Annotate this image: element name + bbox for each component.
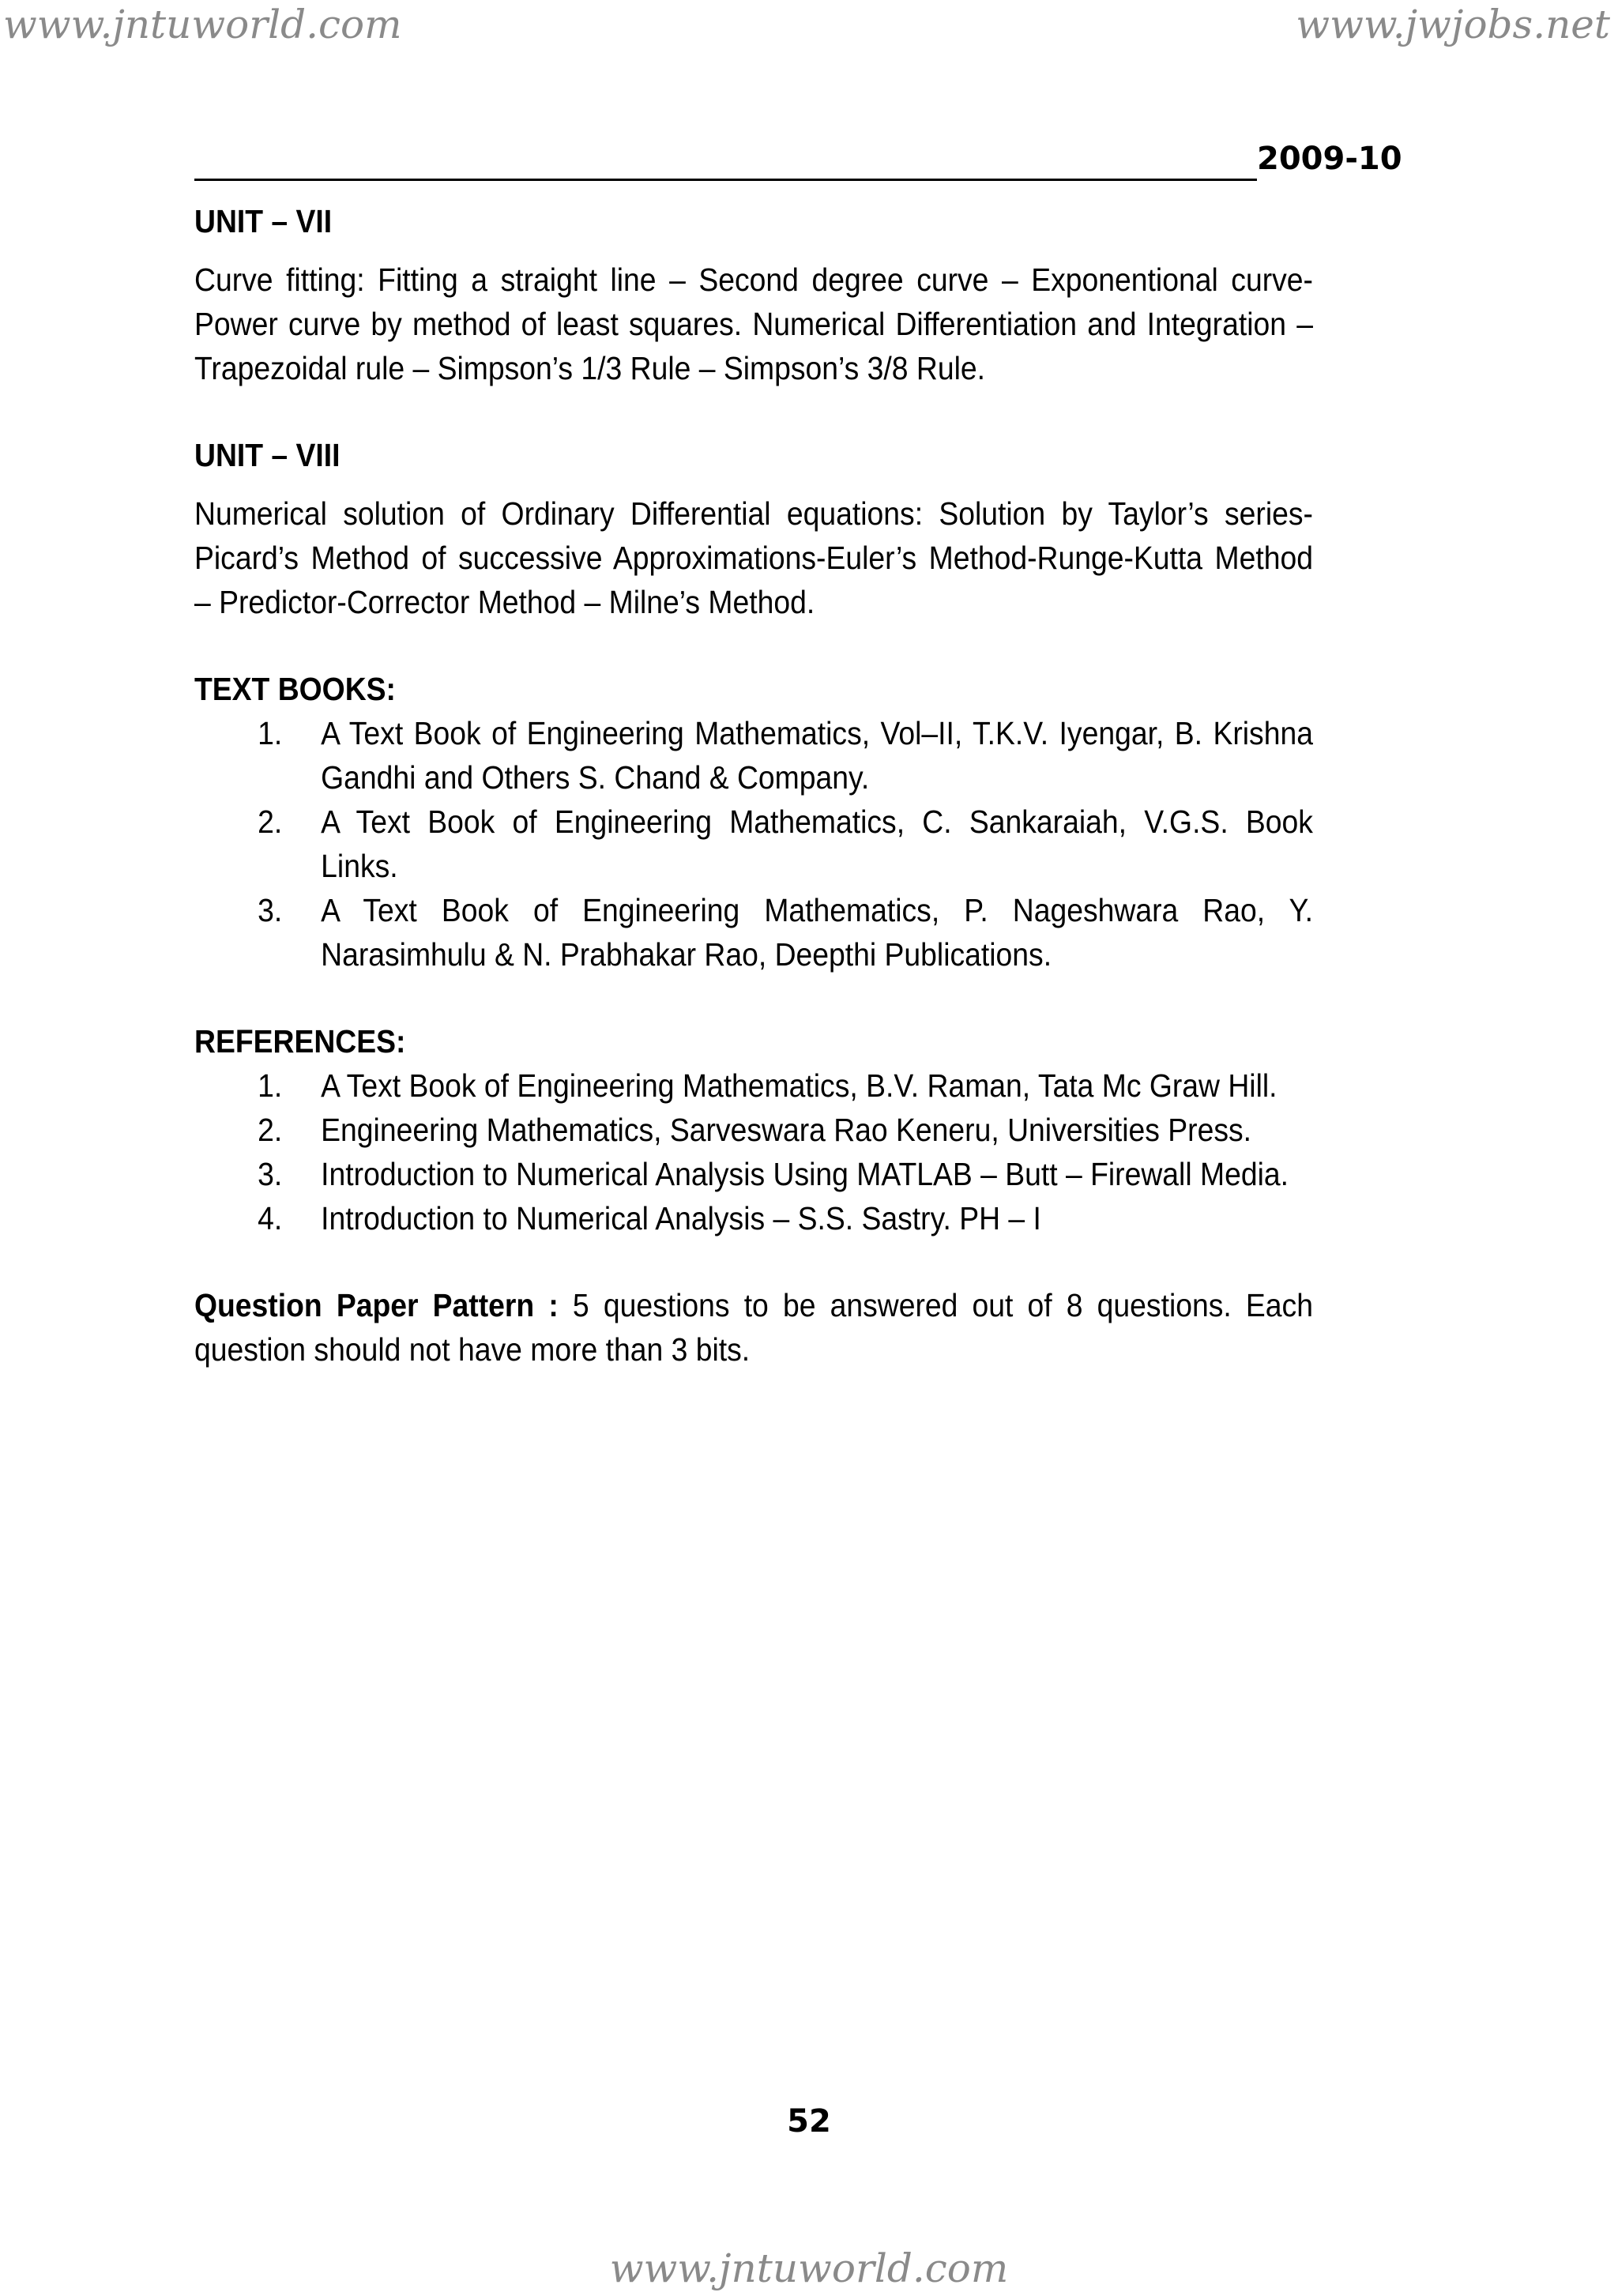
list-item-text: Introduction to Numerical Analysis – S.S. Sastry. PH – I (321, 1200, 1041, 1236)
list-item-text: Introduction to Numerical Analysis Using MATLAB – Butt – Firewall Media. (321, 1156, 1289, 1192)
text-books-list (194, 711, 1313, 977)
list-item-text: A Text Book of Engineering Mathematics, C. Sankaraiah, V.G.S. Book Links. (321, 804, 1313, 884)
list-item (194, 1063, 1313, 1108)
list-item-number: 4. (258, 1200, 283, 1236)
unit-7-body: Curve fitting: Fitting a straight line – Second degree curve – Exponentional curve-Power curve by method of least squares. Numerical Differentiation and Integration – Trapezoidal rule – Simpson’s 1/3 Rule – Simpson’s 3/8 Rule. (194, 262, 1313, 386)
list-item-text: Engineering Mathematics, Sarveswara Rao Keneru, Universities Press. (321, 1112, 1252, 1148)
question-paper-label: Question Paper Pattern : (194, 1287, 559, 1323)
watermark-bottom: www.jntuworld.com (609, 2245, 1009, 2291)
list-item-number: 2. (258, 804, 283, 840)
question-paper-pattern (194, 1283, 1313, 1372)
list-item (194, 1108, 1313, 1152)
list-item-text: A Text Book of Engineering Mathematics, B.V. Raman, Tata Mc Graw Hill. (321, 1067, 1277, 1104)
question-paper-text: 5 questions to be answered out of 8 questions. Each question should not have more than 3 bits. (194, 1287, 1313, 1368)
page-content (194, 199, 1313, 1372)
list-item (194, 711, 1313, 800)
watermark-top-right: www.jwjobs.net (1296, 2, 1610, 47)
list-item-number: 1. (258, 715, 283, 751)
page-number: 52 (787, 2103, 831, 2140)
unit-8-body: Numerical solution of Ordinary Differential equations: Solution by Taylor’s series-Picard’s Method of successive Approximations-Euler’s Method-Runge-Kutta Method – Predictor-Corrector Method – Milne’s Method. (194, 495, 1313, 620)
list-item (194, 888, 1313, 977)
list-item-text: A Text Book of Engineering Mathematics, P. Nageshwara Rao, Y. Narasimhulu & N. Prabhakar Rao, Deepthi Publications. (321, 892, 1313, 973)
page-header (194, 139, 1403, 182)
list-item-number: 2. (258, 1112, 283, 1148)
list-item (194, 1152, 1313, 1196)
list-item-number: 3. (258, 1156, 283, 1192)
header-year: 2009-10 (1257, 141, 1402, 177)
references-list (194, 1063, 1313, 1240)
header-rule (194, 179, 1257, 181)
list-item (194, 800, 1313, 888)
references-heading: REFERENCES: (194, 1023, 406, 1060)
list-item-number: 3. (258, 892, 283, 928)
watermark-top-left: www.jntuworld.com (3, 2, 402, 47)
unit-8-heading: UNIT – VIII (194, 437, 341, 473)
unit-7-heading: UNIT – VII (194, 203, 333, 239)
text-books-heading: TEXT BOOKS: (194, 671, 396, 707)
list-item-number: 1. (258, 1067, 283, 1104)
list-item-text: A Text Book of Engineering Mathematics, Vol–II, T.K.V. Iyengar, B. Krishna Gandhi and Others S. Chand & Company. (321, 715, 1313, 796)
list-item (194, 1196, 1313, 1240)
